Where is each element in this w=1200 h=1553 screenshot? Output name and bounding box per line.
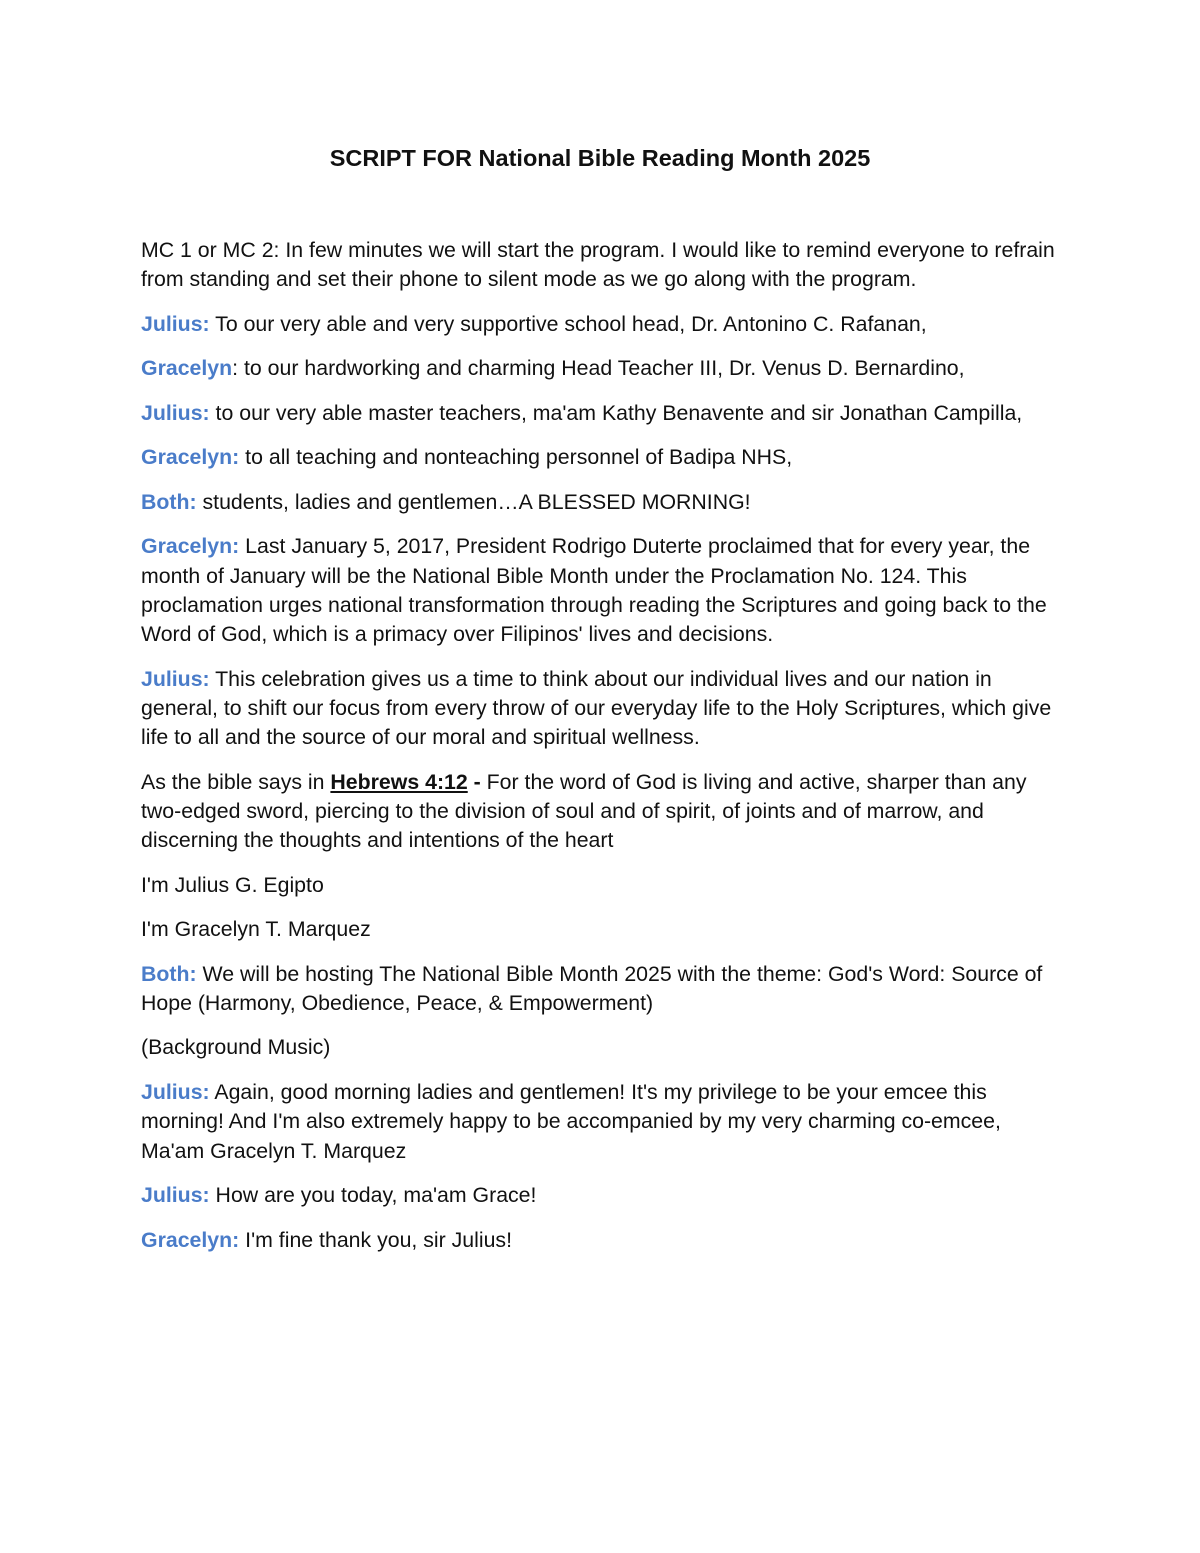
paragraph-gracelyn-reply (141, 1226, 1061, 1255)
paragraph-text: I'm fine thank you, sir Julius! (239, 1227, 513, 1252)
paragraph-text: to all teaching and nonteaching personnel of Badipa NHS, (239, 445, 793, 470)
paragraph-both-greeting (141, 488, 1061, 517)
paragraph-gracelyn-personnel (141, 443, 1061, 472)
paragraph-text: students, ladies and gentlemen…A BLESSED MORNING! (196, 489, 751, 514)
speaker-label: Julius: (141, 311, 210, 336)
paragraph-mc-reminder (141, 236, 1061, 295)
paragraph-julius-question (141, 1181, 1061, 1210)
paragraph-intro-gracelyn: I'm Gracelyn T. Marquez (141, 917, 371, 942)
paragraph-text: This celebration gives us a time to think about our individual lives and our nation in general, to shift our focus from every throw of our everyday life to the Holy Scriptures, which give life to all and the source of our moral and spiritual wellness. (141, 666, 1052, 750)
verse-dash: - (467, 769, 481, 794)
paragraph-gracelyn-head-teacher (141, 354, 1061, 383)
document-page (141, 143, 1061, 1270)
speaker-label: Julius: (141, 1079, 210, 1104)
paragraph-text: Again, good morning ladies and gentlemen! It's my privilege to be your emcee this morning! And I'm also extremely happy to be accompanied by my very charming co-emcee, Ma'am Gracelyn T. Marquez (141, 1079, 1001, 1163)
document-title: SCRIPT FOR National Bible Reading Month 2025 (329, 145, 871, 171)
paragraph-julius-privilege (141, 1078, 1061, 1166)
paragraph-gracelyn-proclamation (141, 532, 1061, 649)
paragraph-text: MC 1 or MC 2: In few minutes we will start the program. I would like to remind everyone to refrain from standing and set their phone to silent mode as we go along with the program. (141, 238, 1055, 292)
verse-lead: As the bible says in (141, 769, 331, 794)
paragraph-intro-julius: I'm Julius G. Egipto (141, 872, 324, 897)
paragraph-text: : to our hardworking and charming Head Teacher III, Dr. Venus D. Bernardino, (232, 356, 965, 381)
paragraph-both-theme (141, 960, 1061, 1019)
speaker-label: Gracelyn: (141, 534, 240, 559)
paragraph-text: We will be hosting The National Bible Month 2025 with the theme: God's Word: Source of Hope (Harmony, Obedience, Peace, & Empowerment) (141, 961, 1043, 1015)
paragraph-text: to our very able master teachers, ma'am Kathy Benavente and sir Jonathan Campilla, (209, 400, 1023, 425)
speaker-label: Gracelyn: (141, 445, 240, 470)
speaker-label: Both: (141, 489, 197, 514)
speaker-label: Gracelyn: (141, 1227, 240, 1252)
paragraph-text: Last January 5, 2017, President Rodrigo Duterte proclaimed that for every year, the month of January will be the National Bible Month under the Proclamation No. 124. This proclamation urges national transformation through reading the Scriptures and going back to the Word of God, which is a primacy over Filipinos' lives and decisions. (141, 534, 1047, 647)
speaker-label: Julius: (141, 400, 210, 425)
paragraph-text: How are you today, ma'am Grace! (209, 1183, 537, 1208)
speaker-label: Julius: (141, 666, 210, 691)
paragraph-julius-school-head (141, 310, 1061, 339)
paragraph-text: To our very able and very supportive school head, Dr. Antonino C. Rafanan, (209, 311, 927, 336)
paragraph-julius-celebration (141, 665, 1061, 753)
speaker-label: Gracelyn (141, 356, 233, 381)
verse-reference: Hebrews 4:12 (330, 769, 468, 794)
paragraph-background-music: (Background Music) (141, 1035, 331, 1060)
paragraph-julius-master-teachers (141, 399, 1061, 428)
speaker-label: Both: (141, 961, 197, 986)
paragraph-bible-verse (141, 768, 1061, 856)
speaker-label: Julius: (141, 1183, 210, 1208)
verse-text: For the word of God is living and active, sharper than any two-edged sword, piercing to the division of soul and of spirit, of joints and of marrow, and discerning the thoughts and intentions of the heart (141, 769, 1027, 853)
